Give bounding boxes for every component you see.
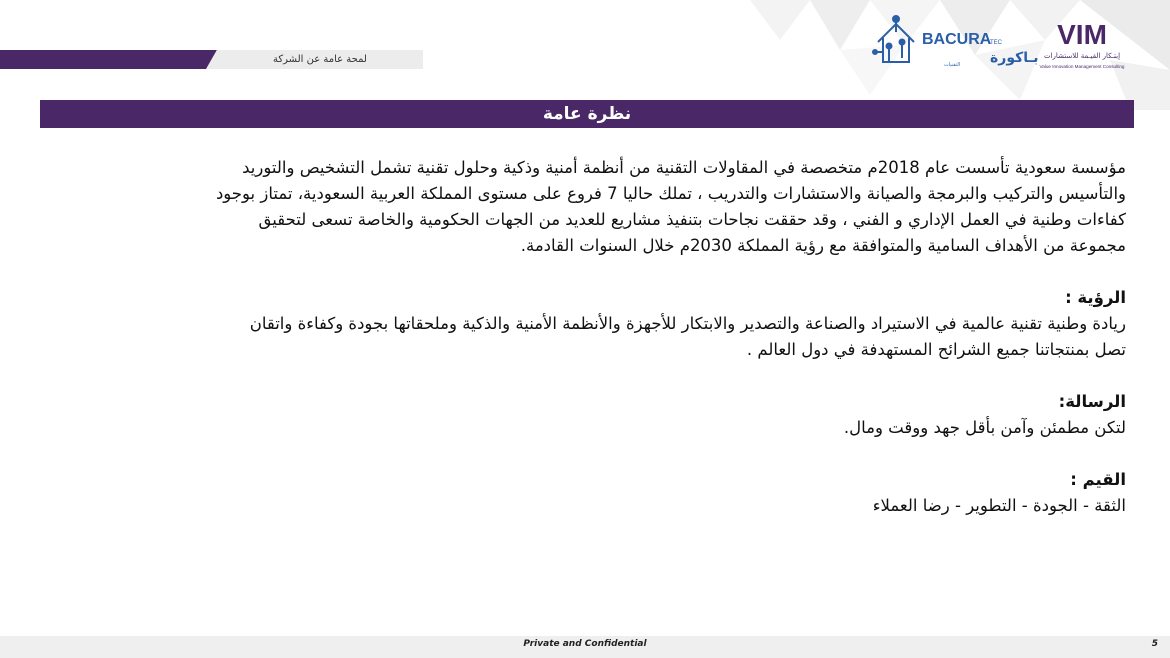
page-number: 5 — [1151, 639, 1158, 649]
vim-logo — [1028, 18, 1136, 76]
mission-line-1: لتكن مطمئن وآمن بأقل جهد ووقت ومال. — [843, 418, 1126, 437]
footer-confidential-text: Private and Confidential — [523, 639, 647, 649]
section-label-accent-bar — [0, 50, 218, 69]
page-title: نظرة عامة — [542, 104, 632, 124]
vision-heading: الرؤية : — [1065, 288, 1126, 307]
vision-line-2: تصل بمنتجاتنا جميع الشرائح المستهدفة في دول العالم . — [746, 340, 1126, 359]
overview-line-2: والتأسيس والتركيب والبرمجة والصيانة والاستشارات والتدريب ، تملك حاليا 7 فروع على مستوى المملكة العربية السعودية، تمتاز بوجود — [215, 184, 1126, 203]
bacura-logo-arabic: بـاكورة — [990, 50, 1039, 66]
values-line-1: الثقة - الجودة - التطوير - رضا العملاء — [872, 496, 1126, 515]
bacura-logo-arabic-sub: التقنيات — [944, 62, 961, 68]
bacura-logo-latin: BACURA — [922, 31, 992, 48]
overview-line-1: مؤسسة سعودية تأسست عام 2018م متخصصة في المقاولات التقنية من أنظمة أمنية وذكية وحلول تقنية تشمل التشخيص والتوريد — [242, 158, 1126, 177]
bacura-logo — [872, 12, 1039, 70]
section-label: لمحة عامة عن الشركة — [273, 54, 367, 65]
title-bar — [40, 100, 1134, 128]
mission-heading: الرسالة: — [1058, 392, 1126, 411]
vision-line-1: ريادة وطنية تقنية عالمية في الاستيراد والصناعة والتصدير والابتكار للأجهزة والأنظمة الأمنية والذكية وملحقاتها بجودة وكفاءة واتقان — [249, 314, 1126, 333]
values-heading: القيم : — [1070, 470, 1126, 489]
house-circuit-icon — [873, 16, 914, 62]
bacura-logo-suffix: TEC — [990, 40, 1002, 46]
footer — [0, 636, 1170, 658]
vim-logo-latin: VIM — [1057, 19, 1107, 50]
vim-logo-arabic: إبتـكار القيـمة للاستشارات — [1043, 52, 1121, 60]
overview-line-3: كفاءات وطنية في العمل الإداري و الفني ، وقد حققت نجاحات بتنفيذ مشاريع للعديد من الجهات الحكومية والخاصة تسعى لتحقيق — [258, 210, 1126, 229]
overview-line-4: مجموعة من الأهداف السامية والمتوافقة مع رؤية المملكة 2030م خلال السنوات القادمة. — [520, 236, 1126, 255]
overview-content — [130, 155, 1126, 519]
vim-logo-english: Value Innovation Management Consulting — [1039, 64, 1125, 69]
